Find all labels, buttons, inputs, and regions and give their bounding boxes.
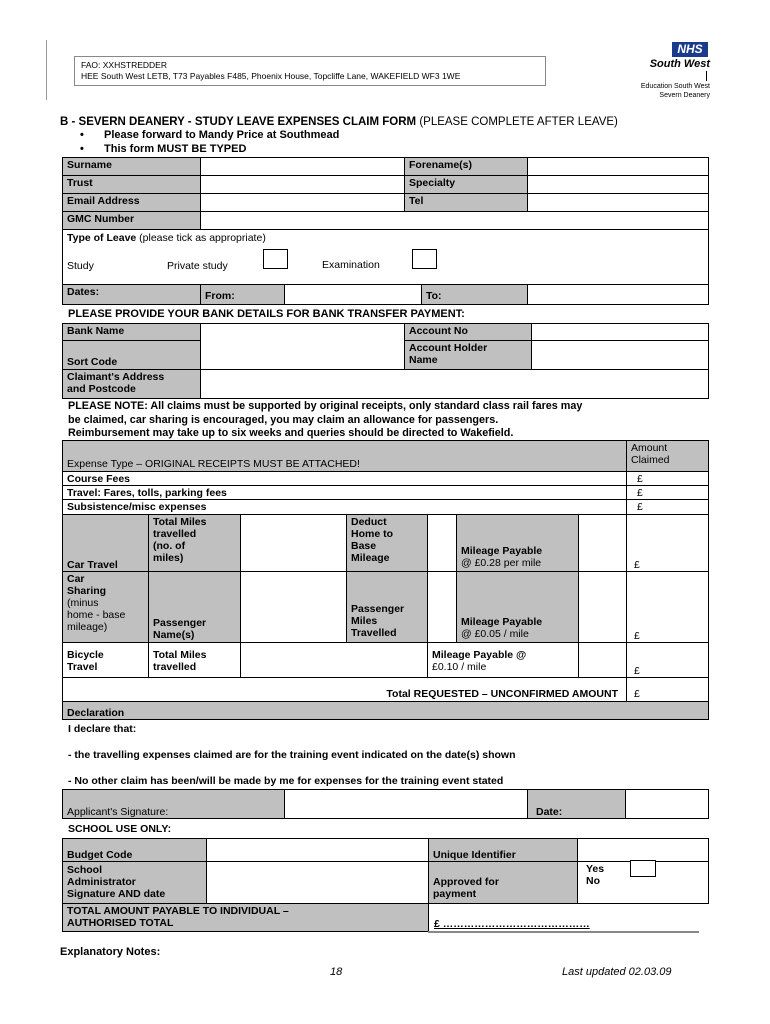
amount-claimed-header (626, 440, 709, 472)
page-number: 18 (330, 966, 343, 978)
label-surname: Surname (62, 157, 201, 176)
row-course-fees: Course Fees (62, 471, 627, 486)
share-l1: Car (67, 573, 85, 585)
date-field[interactable] (625, 789, 709, 819)
bicycle-l2: Travel (67, 661, 98, 673)
total-authorised-field[interactable] (428, 903, 709, 932)
option-no-label: No (586, 875, 600, 887)
bike-payable-l2: £0.10 / mile (432, 661, 487, 673)
share-l4: home - base (67, 609, 126, 621)
car-mileage-payable-label (456, 514, 579, 572)
bike-total-miles-label (148, 642, 241, 678)
fao-line-2: HEE South West LETB, T73 Payables F485, Phoenix House, Topcliffe Lane, WAKEFIELD WF3 1WE (81, 71, 461, 81)
school-admin-signature-field[interactable] (206, 861, 429, 904)
deduct-mileage-label (346, 514, 428, 572)
applicant-signature-field[interactable] (284, 789, 528, 819)
total-requested-label: Total REQUESTED – UNCONFIRMED AMOUNT (62, 677, 627, 702)
approved-l2: payment (433, 888, 477, 900)
private-study-checkbox[interactable] (263, 249, 288, 269)
claimant-address-field[interactable] (200, 369, 709, 399)
total-requested-amount[interactable]: £ (626, 677, 709, 702)
margin-rule (46, 40, 47, 100)
car-miles-l2: travelled (153, 528, 197, 540)
label-claimant-address-2: and Postcode (67, 383, 136, 395)
share-l2: Sharing (67, 585, 107, 597)
pass-miles-l2: Miles (351, 615, 378, 627)
unique-identifier-field[interactable] (577, 838, 709, 862)
instruction-1 (80, 129, 339, 141)
label-sort-code: Sort Code (62, 340, 201, 370)
bicycle-amount[interactable]: £ (626, 642, 709, 678)
label-account-holder (404, 340, 532, 370)
note-line-1: PLEASE NOTE: All claims must be supported by original receipts, only standard class rail fares may (68, 400, 583, 412)
deduct-mileage-field[interactable] (427, 514, 457, 572)
logo-subtitle-1: Education South West (640, 83, 710, 90)
declaration-line-1: I declare that: (68, 723, 137, 735)
approved-l1: Approved for (433, 876, 499, 888)
bike-mileage-payable-field[interactable] (578, 642, 627, 678)
logo-subtitle (610, 82, 710, 100)
fao-line-1: FAO: XXHSTREDDER (81, 60, 167, 70)
car-mileage-payable-field[interactable] (578, 514, 627, 572)
private-study-option-label: Private study (167, 260, 228, 272)
logo-divider (706, 71, 707, 81)
passenger-miles-label (346, 571, 428, 643)
bullet-icon: • (80, 143, 84, 155)
label-claimant-address-1: Claimant's Address (67, 371, 165, 383)
passenger-l2: Name(s) (153, 629, 195, 641)
label-email: Email Address (62, 193, 201, 212)
deduct-l4: Mileage (351, 552, 390, 564)
share-payable-l1: Mileage Payable (461, 616, 543, 628)
expense-type-header: Expense Type – ORIGINAL RECEIPTS MUST BE ATTACHED! (62, 440, 627, 472)
label-account-holder-2: Name (409, 354, 438, 366)
forenames-field[interactable] (527, 157, 709, 176)
bike-mileage-payable-label (427, 642, 579, 678)
declaration-line-3: - No other claim has been/will be made by me for expenses for the training event stated (68, 775, 504, 787)
amount-header-2: Claimed (631, 454, 670, 466)
bike-miles-l2: travelled (153, 661, 197, 673)
bank-name-sort-code-field[interactable] (200, 323, 405, 370)
label-account-holder-1: Account Holder (409, 342, 488, 354)
examination-option-label: Examination (322, 259, 380, 271)
row-car-travel: Car Travel (62, 514, 149, 572)
car-miles-l1: Total Miles (153, 516, 207, 528)
deduct-l1: Deduct (351, 516, 387, 528)
admin-l1: School (67, 864, 103, 876)
share-l5: mileage) (67, 621, 108, 633)
tel-field[interactable] (527, 193, 709, 212)
declaration-heading: Declaration (62, 701, 709, 720)
passenger-miles-field[interactable] (427, 571, 457, 643)
share-payable-l2: @ £0.05 / mile (461, 628, 529, 640)
label-date: Date: (527, 789, 626, 819)
nhs-logo: NHS (672, 42, 708, 57)
passenger-l1: Passenger (153, 617, 207, 629)
bike-total-miles-field[interactable] (240, 642, 428, 678)
car-payable-l2: @ £0.28 per mile (461, 557, 542, 569)
date-to-field[interactable] (527, 284, 709, 305)
label-school-admin (62, 861, 207, 904)
passenger-names-label (148, 571, 241, 643)
form-title (60, 116, 618, 128)
label-approved-for-payment (428, 861, 578, 904)
note-line-2: be claimed, car sharing is encouraged, you may claim an allowance for passengers. (68, 414, 499, 426)
account-holder-field[interactable] (531, 340, 709, 370)
approved-yes-checkbox[interactable] (630, 860, 656, 877)
passenger-names-field[interactable] (240, 571, 347, 643)
trust-field[interactable] (200, 175, 405, 194)
row-bicycle-travel (62, 642, 149, 678)
travel-fares-amount[interactable]: £ (626, 485, 709, 500)
school-use-heading: SCHOOL USE ONLY: (68, 823, 172, 835)
form-title-note: (PLEASE COMPLETE AFTER LEAVE) (416, 116, 618, 128)
date-from-field[interactable] (284, 284, 422, 305)
label-applicant-signature: Applicant's Signature: (62, 789, 285, 819)
deduct-l2: Home to (351, 528, 393, 540)
share-mileage-payable-label (456, 571, 579, 643)
subsistence-amount[interactable]: £ (626, 499, 709, 515)
last-updated: Last updated 02.03.09 (562, 966, 672, 978)
total-l1: TOTAL AMOUNT PAYABLE TO INDIVIDUAL – (67, 905, 289, 917)
amount-header-1: Amount (631, 442, 668, 454)
bicycle-l1: Bicycle (67, 649, 104, 661)
examination-checkbox[interactable] (412, 249, 437, 269)
logo-subtitle-2: Severn Deanery (659, 92, 710, 99)
row-travel-fares: Travel: Fares, tolls, parking fees (62, 485, 627, 500)
total-authorised-value: £ …………………………………… (434, 918, 590, 930)
instruction-2 (80, 143, 246, 155)
note-line-3: Reimbursement may take up to six weeks and queries should be directed to Wakefield. (68, 427, 514, 439)
admin-l2: Administrator (67, 876, 136, 888)
bank-heading: PLEASE PROVIDE YOUR BANK DETAILS FOR BANK TRANSFER PAYMENT: (68, 308, 465, 320)
specialty-field[interactable] (527, 175, 709, 194)
gmc-field[interactable] (200, 211, 709, 230)
car-miles-l3: (no. of (153, 540, 186, 552)
type-of-leave-section (62, 229, 709, 285)
type-of-leave-label (67, 232, 266, 244)
option-yes-label: Yes (586, 863, 605, 875)
instruction-1-text: Please forward to Mandy Price at Southmead (104, 129, 340, 141)
course-fees-amount[interactable]: £ (626, 471, 709, 486)
bike-payable-l1: Mileage Payable @ (432, 649, 527, 661)
label-specialty: Specialty (404, 175, 528, 194)
fao-address-box (74, 56, 546, 86)
declaration-line-2: - the travelling expenses claimed are for the training event indicated on the date(s) shown (68, 749, 516, 761)
share-mileage-payable-field[interactable] (578, 571, 627, 643)
label-from: From: (200, 284, 285, 305)
label-trust: Trust (62, 175, 201, 194)
car-miles-l4: miles) (153, 552, 184, 564)
car-sharing-amount[interactable]: £ (626, 571, 709, 643)
label-unique-identifier: Unique Identifier (428, 838, 578, 862)
pass-miles-l3: Travelled (351, 627, 397, 639)
explanatory-notes: Explanatory Notes: (60, 946, 161, 958)
car-total-miles-label (148, 514, 241, 572)
total-l2: AUTHORISED TOTAL (67, 917, 174, 929)
logo-region: South West (649, 58, 710, 70)
account-no-field[interactable] (531, 323, 709, 341)
study-option-label: Study (67, 260, 94, 272)
total-underline (428, 931, 699, 933)
label-tel: Tel (404, 193, 528, 212)
type-of-leave-note: (please tick as appropriate) (136, 232, 266, 244)
admin-l3: Signature AND date (67, 888, 166, 900)
label-total-authorised (62, 903, 429, 932)
deduct-l3: Base (351, 540, 377, 552)
label-budget-code: Budget Code (62, 838, 207, 862)
label-bank-name: Bank Name (62, 323, 201, 341)
label-gmc: GMC Number (62, 211, 201, 230)
instruction-2-text: This form MUST BE TYPED (104, 143, 247, 155)
label-account-no: Account No (404, 323, 532, 341)
budget-code-field[interactable] (206, 838, 429, 862)
label-forenames: Forename(s) (404, 157, 528, 176)
car-travel-amount[interactable]: £ (626, 514, 709, 572)
label-dates: Dates: (62, 284, 201, 305)
car-payable-l1: Mileage Payable (461, 545, 543, 557)
car-total-miles-field[interactable] (240, 514, 347, 572)
email-field[interactable] (200, 193, 405, 212)
form-title-main: B - SEVERN DEANERY - STUDY LEAVE EXPENSES CLAIM FORM (60, 116, 417, 128)
label-to: To: (421, 284, 528, 305)
bullet-icon: • (80, 129, 84, 141)
row-car-sharing (62, 571, 149, 643)
type-of-leave-title: Type of Leave (67, 232, 137, 244)
surname-field[interactable] (200, 157, 405, 176)
row-subsistence: Subsistence/misc expenses (62, 499, 627, 515)
pass-miles-l1: Passenger (351, 603, 405, 615)
label-claimant-address (62, 369, 201, 399)
share-l3: (minus (67, 597, 99, 609)
bike-miles-l1: Total Miles (153, 649, 207, 661)
